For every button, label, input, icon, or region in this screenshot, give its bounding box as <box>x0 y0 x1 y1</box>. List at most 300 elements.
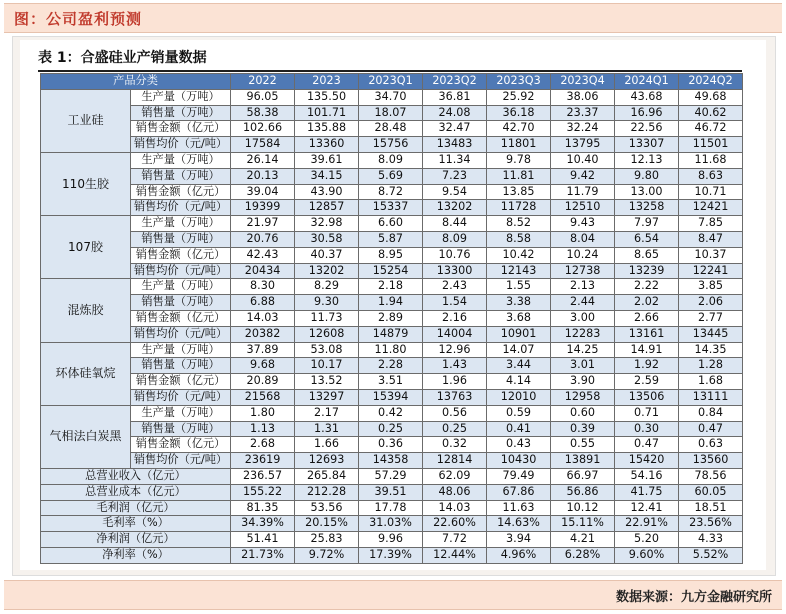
value-cell: 13239 <box>615 263 679 279</box>
value-cell: 15.11% <box>551 516 615 532</box>
table-row <box>41 263 743 279</box>
value-cell: 8.04 <box>551 231 615 247</box>
value-cell: 13795 <box>551 137 615 153</box>
value-cell: 12738 <box>551 263 615 279</box>
value-cell: 2.02 <box>615 295 679 311</box>
category-cell: 110生胶 <box>41 152 131 215</box>
value-cell: 22.60% <box>423 516 487 532</box>
value-cell: 236.57 <box>231 468 295 484</box>
table-row <box>41 152 743 168</box>
value-cell: 23.37 <box>551 105 615 121</box>
value-cell: 4.21 <box>551 532 615 548</box>
table-row <box>41 105 743 121</box>
value-cell: 21.97 <box>231 216 295 232</box>
value-cell: 20382 <box>231 326 295 342</box>
value-cell: 13.85 <box>487 184 551 200</box>
summary-row <box>41 547 743 563</box>
value-cell: 2.44 <box>551 295 615 311</box>
value-cell: 12.13 <box>615 152 679 168</box>
table-row <box>41 247 743 263</box>
table-row <box>41 421 743 437</box>
value-cell: 12143 <box>487 263 551 279</box>
value-cell: 212.28 <box>295 484 359 500</box>
value-cell: 1.13 <box>231 421 295 437</box>
value-cell: 0.55 <box>551 437 615 453</box>
value-cell: 13360 <box>295 137 359 153</box>
value-cell: 15254 <box>359 263 423 279</box>
summary-label-cell: 净利率（%） <box>41 547 231 563</box>
value-cell: 0.25 <box>359 421 423 437</box>
value-cell: 0.56 <box>423 405 487 421</box>
value-cell: 43.90 <box>295 184 359 200</box>
value-cell: 19399 <box>231 200 295 216</box>
value-cell: 4.14 <box>487 374 551 390</box>
value-cell: 9.68 <box>231 358 295 374</box>
figure-title: 图：公司盈利预测 <box>14 10 143 28</box>
category-cell: 工业硅 <box>41 89 131 152</box>
value-cell: 32.24 <box>551 121 615 137</box>
value-cell: 10.17 <box>295 358 359 374</box>
metric-cell: 销售均价（元/吨） <box>131 263 231 279</box>
value-cell: 2.43 <box>423 279 487 295</box>
value-cell: 1.55 <box>487 279 551 295</box>
value-cell: 102.66 <box>231 121 295 137</box>
value-cell: 25.92 <box>487 89 551 105</box>
title-rule <box>38 70 742 72</box>
value-cell: 20.15% <box>295 516 359 532</box>
value-cell: 12814 <box>423 453 487 469</box>
value-cell: 9.96 <box>359 532 423 548</box>
column-header: 2023Q1 <box>359 74 423 90</box>
value-cell: 15756 <box>359 137 423 153</box>
value-cell: 0.63 <box>679 437 743 453</box>
value-cell: 11.34 <box>423 152 487 168</box>
value-cell: 18.51 <box>679 500 743 516</box>
value-cell: 10.24 <box>551 247 615 263</box>
value-cell: 26.14 <box>231 152 295 168</box>
metric-cell: 销售金额（亿元） <box>131 310 231 326</box>
value-cell: 13445 <box>679 326 743 342</box>
value-cell: 2.66 <box>615 310 679 326</box>
value-cell: 1.54 <box>423 295 487 311</box>
summary-row <box>41 468 743 484</box>
value-cell: 0.39 <box>551 421 615 437</box>
value-cell: 4.96% <box>487 547 551 563</box>
value-cell: 13161 <box>615 326 679 342</box>
value-cell: 13111 <box>679 389 743 405</box>
value-cell: 79.49 <box>487 468 551 484</box>
category-cell: 环体硅氧烷 <box>41 342 131 405</box>
value-cell: 13560 <box>679 453 743 469</box>
value-cell: 37.89 <box>231 342 295 358</box>
value-cell: 66.97 <box>551 468 615 484</box>
value-cell: 2.22 <box>615 279 679 295</box>
value-cell: 2.06 <box>679 295 743 311</box>
value-cell: 7.85 <box>679 216 743 232</box>
value-cell: 38.06 <box>551 89 615 105</box>
value-cell: 8.09 <box>359 152 423 168</box>
metric-cell: 销售金额（亿元） <box>131 374 231 390</box>
metric-cell: 销售量（万吨） <box>131 231 231 247</box>
value-cell: 22.56 <box>615 121 679 137</box>
value-cell: 10.37 <box>679 247 743 263</box>
value-cell: 13483 <box>423 137 487 153</box>
value-cell: 1.66 <box>295 437 359 453</box>
value-cell: 15420 <box>615 453 679 469</box>
metric-cell: 生产量（万吨） <box>131 89 231 105</box>
value-cell: 5.20 <box>615 532 679 548</box>
value-cell: 1.28 <box>679 358 743 374</box>
value-cell: 155.22 <box>231 484 295 500</box>
value-cell: 9.54 <box>423 184 487 200</box>
value-cell: 22.91% <box>615 516 679 532</box>
table-row <box>41 121 743 137</box>
value-cell: 6.88 <box>231 295 295 311</box>
value-cell: 12608 <box>295 326 359 342</box>
metric-cell: 销售量（万吨） <box>131 295 231 311</box>
value-cell: 53.08 <box>295 342 359 358</box>
value-cell: 1.68 <box>679 374 743 390</box>
value-cell: 13258 <box>615 200 679 216</box>
value-cell: 9.80 <box>615 168 679 184</box>
value-cell: 23619 <box>231 453 295 469</box>
value-cell: 40.62 <box>679 105 743 121</box>
column-header: 2023Q3 <box>487 74 551 90</box>
value-cell: 5.69 <box>359 168 423 184</box>
value-cell: 36.81 <box>423 89 487 105</box>
value-cell: 41.75 <box>615 484 679 500</box>
table-row <box>41 405 743 421</box>
value-cell: 11501 <box>679 137 743 153</box>
value-cell: 78.56 <box>679 468 743 484</box>
value-cell: 0.30 <box>615 421 679 437</box>
column-header: 2023Q4 <box>551 74 615 90</box>
value-cell: 13307 <box>615 137 679 153</box>
table-row <box>41 231 743 247</box>
value-cell: 3.01 <box>551 358 615 374</box>
value-cell: 96.05 <box>231 89 295 105</box>
table-row <box>41 279 743 295</box>
table-row <box>41 374 743 390</box>
value-cell: 3.94 <box>487 532 551 548</box>
value-cell: 12421 <box>679 200 743 216</box>
value-cell: 0.47 <box>679 421 743 437</box>
metric-cell: 生产量（万吨） <box>131 216 231 232</box>
table-row <box>41 453 743 469</box>
value-cell: 34.15 <box>295 168 359 184</box>
value-cell: 12010 <box>487 389 551 405</box>
value-cell: 8.52 <box>487 216 551 232</box>
value-cell: 8.72 <box>359 184 423 200</box>
metric-cell: 销售量（万吨） <box>131 421 231 437</box>
value-cell: 25.83 <box>295 532 359 548</box>
summary-row <box>41 516 743 532</box>
value-cell: 21.73% <box>231 547 295 563</box>
value-cell: 11801 <box>487 137 551 153</box>
value-cell: 51.41 <box>231 532 295 548</box>
value-cell: 13.52 <box>295 374 359 390</box>
value-cell: 2.18 <box>359 279 423 295</box>
value-cell: 28.48 <box>359 121 423 137</box>
table-row <box>41 89 743 105</box>
value-cell: 3.44 <box>487 358 551 374</box>
value-cell: 13891 <box>551 453 615 469</box>
value-cell: 21568 <box>231 389 295 405</box>
value-cell: 10901 <box>487 326 551 342</box>
summary-label-cell: 总营业收入（亿元） <box>41 468 231 484</box>
value-cell: 11.81 <box>487 168 551 184</box>
value-cell: 3.51 <box>359 374 423 390</box>
value-cell: 2.89 <box>359 310 423 326</box>
value-cell: 0.84 <box>679 405 743 421</box>
table-title: 表 1：合盛硅业产销量数据 <box>38 50 207 66</box>
value-cell: 7.23 <box>423 168 487 184</box>
metric-cell: 销售金额（亿元） <box>131 121 231 137</box>
value-cell: 6.60 <box>359 216 423 232</box>
value-cell: 11.73 <box>295 310 359 326</box>
value-cell: 0.60 <box>551 405 615 421</box>
column-header: 产品分类 <box>41 74 231 90</box>
metric-cell: 销售金额（亿元） <box>131 247 231 263</box>
value-cell: 12958 <box>551 389 615 405</box>
metric-cell: 销售量（万吨） <box>131 358 231 374</box>
value-cell: 2.59 <box>615 374 679 390</box>
value-cell: 0.36 <box>359 437 423 453</box>
table-row <box>41 168 743 184</box>
value-cell: 20.89 <box>231 374 295 390</box>
value-cell: 10.40 <box>551 152 615 168</box>
value-cell: 2.77 <box>679 310 743 326</box>
value-cell: 11.68 <box>679 152 743 168</box>
value-cell: 0.59 <box>487 405 551 421</box>
value-cell: 3.00 <box>551 310 615 326</box>
value-cell: 1.43 <box>423 358 487 374</box>
category-cell: 混炼胶 <box>41 279 131 342</box>
metric-cell: 销售量（万吨） <box>131 105 231 121</box>
value-cell: 53.56 <box>295 500 359 516</box>
metric-cell: 销售均价（元/吨） <box>131 453 231 469</box>
summary-label-cell: 总营业成本（亿元） <box>41 484 231 500</box>
value-cell: 2.13 <box>551 279 615 295</box>
table-row <box>41 389 743 405</box>
header-bar <box>4 3 782 33</box>
category-cell: 107胶 <box>41 216 131 279</box>
value-cell: 1.31 <box>295 421 359 437</box>
value-cell: 14.07 <box>487 342 551 358</box>
table-row <box>41 137 743 153</box>
metric-cell: 生产量（万吨） <box>131 342 231 358</box>
value-cell: 4.33 <box>679 532 743 548</box>
column-header: 2023 <box>295 74 359 90</box>
value-cell: 13300 <box>423 263 487 279</box>
value-cell: 13202 <box>423 200 487 216</box>
value-cell: 14.63% <box>487 516 551 532</box>
value-cell: 5.52% <box>679 547 743 563</box>
column-header: 2024Q1 <box>615 74 679 90</box>
value-cell: 54.16 <box>615 468 679 484</box>
value-cell: 13202 <box>295 263 359 279</box>
category-cell: 气相法白炭黑 <box>41 405 131 468</box>
value-cell: 0.42 <box>359 405 423 421</box>
value-cell: 49.68 <box>679 89 743 105</box>
value-cell: 34.39% <box>231 516 295 532</box>
value-cell: 14.03 <box>423 500 487 516</box>
value-cell: 9.43 <box>551 216 615 232</box>
value-cell: 9.30 <box>295 295 359 311</box>
value-cell: 14.25 <box>551 342 615 358</box>
value-cell: 12857 <box>295 200 359 216</box>
table-header-row <box>41 74 743 90</box>
column-header: 2023Q2 <box>423 74 487 90</box>
value-cell: 14.03 <box>231 310 295 326</box>
metric-cell: 销售金额（亿元） <box>131 437 231 453</box>
value-cell: 17.39% <box>359 547 423 563</box>
summary-label-cell: 毛利润（亿元） <box>41 500 231 516</box>
value-cell: 5.87 <box>359 231 423 247</box>
value-cell: 81.35 <box>231 500 295 516</box>
summary-row <box>41 500 743 516</box>
value-cell: 6.54 <box>615 231 679 247</box>
value-cell: 2.16 <box>423 310 487 326</box>
metric-cell: 销售量（万吨） <box>131 168 231 184</box>
value-cell: 32.47 <box>423 121 487 137</box>
value-cell: 14879 <box>359 326 423 342</box>
value-cell: 17.78 <box>359 500 423 516</box>
value-cell: 0.41 <box>487 421 551 437</box>
value-cell: 30.58 <box>295 231 359 247</box>
value-cell: 3.68 <box>487 310 551 326</box>
value-cell: 1.96 <box>423 374 487 390</box>
value-cell: 2.28 <box>359 358 423 374</box>
footer-bar <box>4 580 782 610</box>
summary-label-cell: 毛利率（%） <box>41 516 231 532</box>
value-cell: 12283 <box>551 326 615 342</box>
value-cell: 24.08 <box>423 105 487 121</box>
value-cell: 2.68 <box>231 437 295 453</box>
value-cell: 10.71 <box>679 184 743 200</box>
table-body <box>41 89 743 563</box>
value-cell: 1.94 <box>359 295 423 311</box>
value-cell: 3.90 <box>551 374 615 390</box>
value-cell: 46.72 <box>679 121 743 137</box>
value-cell: 39.51 <box>359 484 423 500</box>
value-cell: 9.42 <box>551 168 615 184</box>
value-cell: 11.80 <box>359 342 423 358</box>
value-cell: 10.12 <box>551 500 615 516</box>
data-table <box>40 73 743 564</box>
value-cell: 58.38 <box>231 105 295 121</box>
value-cell: 8.44 <box>423 216 487 232</box>
value-cell: 12.44% <box>423 547 487 563</box>
value-cell: 6.28% <box>551 547 615 563</box>
value-cell: 16.96 <box>615 105 679 121</box>
value-cell: 17584 <box>231 137 295 153</box>
value-cell: 12.96 <box>423 342 487 358</box>
value-cell: 15394 <box>359 389 423 405</box>
metric-cell: 销售均价（元/吨） <box>131 200 231 216</box>
value-cell: 12510 <box>551 200 615 216</box>
value-cell: 3.38 <box>487 295 551 311</box>
value-cell: 57.29 <box>359 468 423 484</box>
metric-cell: 销售均价（元/吨） <box>131 137 231 153</box>
value-cell: 11.63 <box>487 500 551 516</box>
value-cell: 8.47 <box>679 231 743 247</box>
value-cell: 7.72 <box>423 532 487 548</box>
value-cell: 9.78 <box>487 152 551 168</box>
value-cell: 31.03% <box>359 516 423 532</box>
value-cell: 39.61 <box>295 152 359 168</box>
value-cell: 13763 <box>423 389 487 405</box>
value-cell: 14.35 <box>679 342 743 358</box>
value-cell: 1.80 <box>231 405 295 421</box>
table-row <box>41 437 743 453</box>
value-cell: 8.30 <box>231 279 295 295</box>
summary-row <box>41 532 743 548</box>
metric-cell: 销售均价（元/吨） <box>131 389 231 405</box>
value-cell: 23.56% <box>679 516 743 532</box>
metric-cell: 生产量（万吨） <box>131 405 231 421</box>
column-header: 2022 <box>231 74 295 90</box>
source-label: 数据来源：九方金融研究所 <box>615 590 772 605</box>
value-cell: 9.72% <box>295 547 359 563</box>
value-cell: 14.91 <box>615 342 679 358</box>
value-cell: 8.09 <box>423 231 487 247</box>
table-row <box>41 342 743 358</box>
summary-label-cell: 净利润（亿元） <box>41 532 231 548</box>
value-cell: 32.98 <box>295 216 359 232</box>
column-header: 2024Q2 <box>679 74 743 90</box>
value-cell: 8.58 <box>487 231 551 247</box>
value-cell: 42.43 <box>231 247 295 263</box>
value-cell: 0.32 <box>423 437 487 453</box>
value-cell: 265.84 <box>295 468 359 484</box>
value-cell: 7.97 <box>615 216 679 232</box>
value-cell: 12241 <box>679 263 743 279</box>
metric-cell: 生产量（万吨） <box>131 152 231 168</box>
table-row <box>41 310 743 326</box>
value-cell: 0.71 <box>615 405 679 421</box>
value-cell: 9.60% <box>615 547 679 563</box>
value-cell: 13506 <box>615 389 679 405</box>
value-cell: 11.79 <box>551 184 615 200</box>
table-row <box>41 184 743 200</box>
value-cell: 60.05 <box>679 484 743 500</box>
table-row <box>41 216 743 232</box>
value-cell: 15337 <box>359 200 423 216</box>
summary-row <box>41 484 743 500</box>
value-cell: 13297 <box>295 389 359 405</box>
table-row <box>41 358 743 374</box>
value-cell: 8.65 <box>615 247 679 263</box>
value-cell: 11728 <box>487 200 551 216</box>
value-cell: 43.68 <box>615 89 679 105</box>
value-cell: 0.25 <box>423 421 487 437</box>
value-cell: 20.76 <box>231 231 295 247</box>
metric-cell: 销售均价（元/吨） <box>131 326 231 342</box>
value-cell: 10.42 <box>487 247 551 263</box>
value-cell: 0.43 <box>487 437 551 453</box>
value-cell: 8.95 <box>359 247 423 263</box>
table-row <box>41 200 743 216</box>
value-cell: 20434 <box>231 263 295 279</box>
value-cell: 20.13 <box>231 168 295 184</box>
value-cell: 135.50 <box>295 89 359 105</box>
value-cell: 10430 <box>487 453 551 469</box>
value-cell: 62.09 <box>423 468 487 484</box>
value-cell: 67.86 <box>487 484 551 500</box>
metric-cell: 销售金额（亿元） <box>131 184 231 200</box>
value-cell: 39.04 <box>231 184 295 200</box>
